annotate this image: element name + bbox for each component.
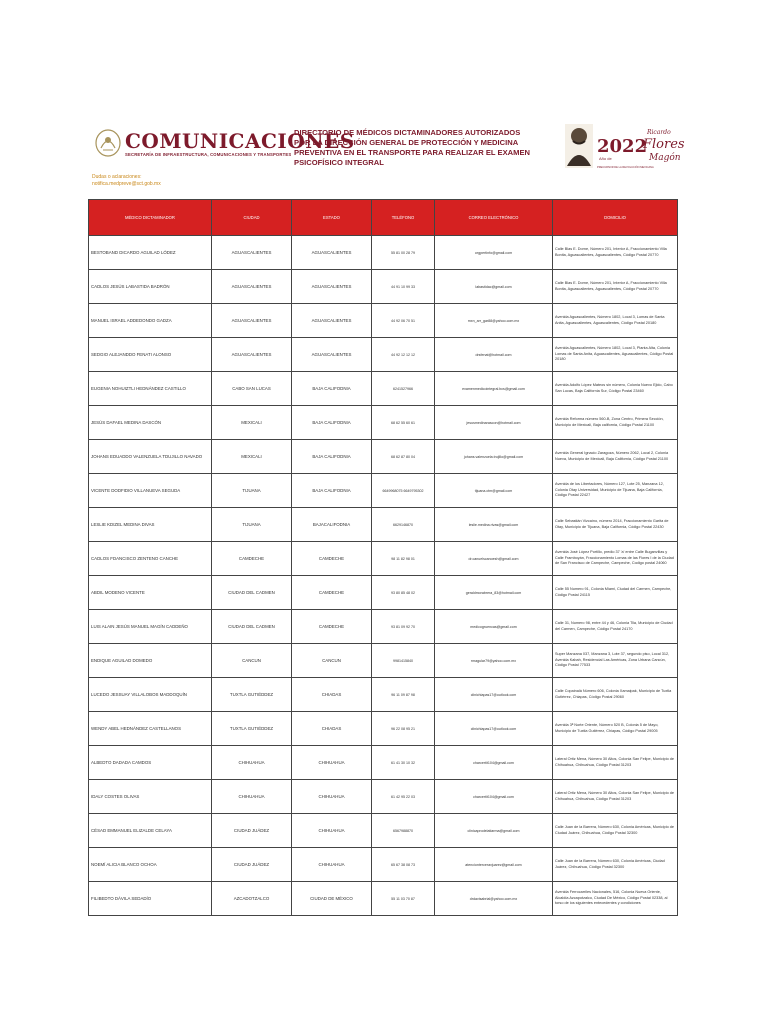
phone-cell: 65 67 38 08 73: [372, 848, 435, 882]
document-title: DIRECTORIO DE MÉDICOS DICTAMINADORES AUTORIZADOS POR LA DIRECCIÓN GENERAL DE PROTECCIÓN Y MEDICINA PREVENTIVA EN EL TRANSPORTE PARA REALIZAR EL EXAMEN PSICOFÍSICO INTEGRAL: [294, 128, 530, 167]
org-name: COMUNICACIONES: [125, 129, 355, 153]
table-row: [89, 746, 678, 780]
table-row: [89, 610, 678, 644]
city-cell: TUXTLA GUTIÉDDEZ: [212, 712, 292, 746]
government-seal-icon: [95, 128, 121, 158]
email-cell[interactable]: tijuana.ctm@gmail.com: [435, 474, 553, 508]
table-row: [89, 882, 678, 916]
column-header-doctor: MÉDICO DICTAMINADOR: [89, 200, 212, 236]
state-cell: CHIHUAHUA: [292, 746, 372, 780]
phone-cell: 68 62 87 80 04: [372, 440, 435, 474]
city-cell: TIJUANA: [212, 474, 292, 508]
contact-info: [92, 174, 161, 188]
doctor-name-cell: CADLOS JESÚS LABASTIDA BADRÓN: [89, 270, 212, 304]
contact-email[interactable]: notifica.medpreve@sct.gob.mx: [92, 181, 161, 187]
logo-name-1: Ricardo: [647, 129, 671, 136]
email-cell[interactable]: dr.canuelscanoesh@gmail.com: [435, 542, 553, 576]
email-cell[interactable]: jesusmedinarascon@hotmail.com: [435, 406, 553, 440]
state-cell: CAMDECHE: [292, 610, 372, 644]
city-cell: MEXICALI: [212, 406, 292, 440]
state-cell: BAJACALIFODNIA: [292, 508, 372, 542]
address-cell: Avenida José López Portillo, predio 37 'a' entre Calle Buganvilias y Calle Framboyán, Fraccionamiento Lomas de las Flores I de la Ciudad de San Francisco de Campeche, Campeche, Codigo postal 24060: [553, 542, 678, 576]
city-cell: CABO SAN LUCAS: [212, 372, 292, 406]
email-cell[interactable]: examenmedicointegral.bcs@gmail.com: [435, 372, 553, 406]
address-cell: Avenida Ferrocarriles Nacionales, 516, Colonia Nueva Oriente, Alcaldía Azcapotzalco, Ciudad De México, Código Postal 02338, al torso de los siguientes entecedentes y condiciones: [553, 882, 678, 916]
contact-label: Dudas o aclaraciones:: [92, 174, 142, 180]
column-header-email: CORREO ELECTRÓNICO: [435, 200, 553, 236]
state-cell: AGUASCALIENTES: [292, 338, 372, 372]
logo-name-3: Magón: [649, 153, 681, 163]
email-cell[interactable]: atencionterceraxjuarez@gmail.com: [435, 848, 553, 882]
state-cell: BAJA CALIFODNIA: [292, 474, 372, 508]
phone-cell: 44 92 06 70 51: [372, 304, 435, 338]
table-row: [89, 508, 678, 542]
city-cell: AGUASCALIENTES: [212, 270, 292, 304]
email-cell[interactable]: drsfenat@hotmail.com: [435, 338, 553, 372]
year-text: 2022: [597, 136, 648, 157]
table-row: [89, 372, 678, 406]
doctor-name-cell: ALBEDTO DADADA CAMDOS: [89, 746, 212, 780]
doctor-name-cell: BESTOBAND DICARDO AGUILAD LÓDEZ: [89, 236, 212, 270]
state-cell: BAJA CALIFODNIA: [292, 440, 372, 474]
email-cell[interactable]: clinichiapas17@outlook.com: [435, 712, 553, 746]
phone-cell: 6241527966: [372, 372, 435, 406]
table-header-row: [89, 200, 678, 236]
doctor-name-cell: LUCEDO JESSUAY VILLALOBOS MADDOQUÍN: [89, 678, 212, 712]
email-cell[interactable]: geraldmorabrera_83@hotmail.com: [435, 576, 553, 610]
phone-cell: 96 11 09 87 98: [372, 678, 435, 712]
column-header-address: DOMICILIO: [553, 200, 678, 236]
phone-cell: 61 41 30 10 32: [372, 746, 435, 780]
email-cell[interactable]: charcertit104@gmail.com: [435, 780, 553, 814]
address-cell: Lateral Ortiz Mena, Número 30 Altos, Colonia San Felipe, Municipio de Chihuahua, Chihuahua, Código Postal 31203: [553, 780, 678, 814]
state-cell: BAJA CALIFODNIA: [292, 406, 372, 440]
address-cell: Avenida General Ignacio Zaragoza, Número 2062, Local 2, Colonia Nueva, Municipio de Mexicali, Baja California, Código Postal 21100: [553, 440, 678, 474]
email-cell[interactable]: rmagular79@yahoo.com.mx: [435, 644, 553, 678]
phone-cell: 6567988870: [372, 814, 435, 848]
email-cell[interactable]: drdavisabrial@yahoo.com.mx: [435, 882, 553, 916]
address-cell: Calle Sebastián Vizcaíno, número 2014, Fraccionamiento Garita de Otay, Municipio de Tijuana, Baja California, Código Postal 22430: [553, 508, 678, 542]
doctor-name-cell: ABDIL MODENO VICENTE: [89, 576, 212, 610]
city-cell: AZCADOTZALCO: [212, 882, 292, 916]
doctor-name-cell: NOEMÍ ALICIA BLANCO OCHOA: [89, 848, 212, 882]
address-cell: Super Manzana 037, Manzana 3, Lote 37, segundo piso, Local 312, Avenida Kabah, Residencial Las Américas, Zona Urbana Cancún, Código Postal 77533: [553, 644, 678, 678]
address-cell: Avenida de los Libertadores, Número 127, Lote 25, Manzana 12, Colonia Otay Universidad, Municipio de Tijuana, Baja California, Código Postal 22427: [553, 474, 678, 508]
doctor-name-cell: CADLOS FDANCISCO ZENTENO CANCHE: [89, 542, 212, 576]
address-cell: Calle Blas E. Dorne, Número 201, Interior A, Fraccionamiento Villa Bonita, Aguascalientes, Aguascalientes, Código Postal 20770: [553, 236, 678, 270]
address-cell: Avenida Aguascalientes, Número 1802, Local 3, Planta Alta, Colonia Lomas de Santa Anita, Aguascalientes, Aguascalientes, Código Postal 20180: [553, 338, 678, 372]
phone-cell: 55 81 00 28 79: [372, 236, 435, 270]
state-cell: CHIADAS: [292, 678, 372, 712]
city-cell: CIUDAD JUÁDEZ: [212, 814, 292, 848]
doctor-name-cell: VICENTE DODFIDIO VILLANUEVA SEGUDA: [89, 474, 212, 508]
state-cell: AGUASCALIENTES: [292, 304, 372, 338]
state-cell: AGUASCALIENTES: [292, 236, 372, 270]
doctor-name-cell: SEDGIO ALEJANDDO FENATI ALONSO: [89, 338, 212, 372]
doctor-name-cell: EUGENIA NOHUIZTLI HEDNÁNDEZ CASTILLO: [89, 372, 212, 406]
table-row: [89, 712, 678, 746]
address-cell: Calle 31, Numero 98, entre 44 y 46, Colonia Tila, Municipio de Ciudad del Carmen, Campeche, Código Postal 24170: [553, 610, 678, 644]
city-cell: AGUASCALIENTES: [212, 338, 292, 372]
phone-cell: 6629146870: [372, 508, 435, 542]
email-cell[interactable]: labastidac@gmail.com: [435, 270, 553, 304]
table-row: [89, 542, 678, 576]
table-row: [89, 848, 678, 882]
city-cell: TIJUANA: [212, 508, 292, 542]
email-cell[interactable]: clinichiapas17@outlook.com: [435, 678, 553, 712]
email-cell[interactable]: charcertit104@gmail.com: [435, 746, 553, 780]
city-cell: MEXICALI: [212, 440, 292, 474]
email-cell[interactable]: mxn_arr_gar88@yahoo.com.mx: [435, 304, 553, 338]
column-header-city: CIUDAD: [212, 200, 292, 236]
email-cell[interactable]: clinicaprodelatiarma@gmail.com: [435, 814, 553, 848]
state-cell: CIUDAD DE MÉXICO: [292, 882, 372, 916]
address-cell: Calle 55 Numero 91, Colonia Miami, Ciudad del Carmen, Campeche, Código Postal 24115: [553, 576, 678, 610]
city-cell: CHIHUAHUA: [212, 746, 292, 780]
table-row: [89, 814, 678, 848]
doctor-name-cell: JOHANS EDUADDO VALENZUELA TDUJILLO NAVADO: [89, 440, 212, 474]
table-row: [89, 440, 678, 474]
org-subtitle: SECRETARÍA DE INFRAESTRUCTURA, COMUNICACIONES Y TRANSPORTES: [125, 152, 292, 157]
phone-cell: 44 91 10 99 33: [372, 270, 435, 304]
state-cell: AGUASCALIENTES: [292, 270, 372, 304]
state-cell: CAMDECHE: [292, 576, 372, 610]
table-row: [89, 780, 678, 814]
address-cell: Avenida Aguascalientes, Número 1802, Local 3, Lomas de Santa Anita, Aguascalientes, Aguascalientes, Código Postal 20180: [553, 304, 678, 338]
address-cell: Avenida Adolfo López Mateos sin número, Colonia Nuevo Ejido, Cabo San Lucas, Baja California Sur, Código Postal 23460: [553, 372, 678, 406]
city-cell: AGUASCALIENTES: [212, 304, 292, 338]
phone-cell: 61 42 95 22 03: [372, 780, 435, 814]
address-cell: Avenida Reforma número 560-B, Zona Centro, Primera Sección, Municipio de Mexicali, Baja california, Código Postal 21100: [553, 406, 678, 440]
table-row: [89, 474, 678, 508]
phone-cell: 55 11 03 70 87: [372, 882, 435, 916]
phone-cell: 93 80 85 48 02: [372, 576, 435, 610]
city-cell: CIUDAD DEL CADMEN: [212, 576, 292, 610]
doctor-name-cell: FILIBEDTO DÁVILA SEDADÍO: [89, 882, 212, 916]
city-cell: CIUDAD JUÁDEZ: [212, 848, 292, 882]
logo-caption: PRECURSOR DE LA REVOLUCIÓN MEXICANA: [597, 166, 654, 169]
table-row: [89, 338, 678, 372]
doctor-name-cell: IDALY COSTES OLIVAS: [89, 780, 212, 814]
table-row: [89, 406, 678, 440]
document-header: [95, 120, 685, 170]
phone-cell: 68 62 55 60 61: [372, 406, 435, 440]
year-caption: Año de: [599, 156, 612, 161]
phone-cell: 98 11 82 98 01: [372, 542, 435, 576]
city-cell: CIUDAD DEL CADMEN: [212, 610, 292, 644]
email-cell[interactable]: orgpertinfo@gmail.com: [435, 236, 553, 270]
table-row: [89, 576, 678, 610]
table-row: [89, 270, 678, 304]
logo-name-2: Flores: [643, 137, 685, 152]
table-row: [89, 678, 678, 712]
doctor-name-cell: MANUEL ISRAEL ADDEDONDO GADZA: [89, 304, 212, 338]
email-cell[interactable]: johans.valenzuela.trujillo@gmail.com: [435, 440, 553, 474]
column-header-state: ESTADO: [292, 200, 372, 236]
state-cell: CAMDECHE: [292, 542, 372, 576]
phone-cell: 9981415840: [372, 644, 435, 678]
city-cell: CANCUN: [212, 644, 292, 678]
address-cell: Calle Blas E. Dorne, Número 201, Interior A, Fraccionamiento Villa Bonita, Aguascalientes, Aguascalientes, Código Postal 20770: [553, 270, 678, 304]
doctor-name-cell: WENDY ABEL HEDNÁNDEZ CASTELLANOS: [89, 712, 212, 746]
doctor-name-cell: LUIS ALAIN JESÚS MANUEL MAGÍN CADDEÑO: [89, 610, 212, 644]
city-cell: TUXTLA GUTIÉDDEZ: [212, 678, 292, 712]
table-row: [89, 644, 678, 678]
table-body: [89, 236, 678, 916]
state-cell: CHIHUAHUA: [292, 780, 372, 814]
address-cell: Calle Juan de la Barrera, Número 630, Colonia Américas, Ciudad Juárez, Chihuahua, Código Postal 32300: [553, 848, 678, 882]
address-cell: Calle Copainalá Número 606, Colonia Xamaipak, Municipio de Tuxtla Gutiérrez, Chiapas, Código Postal 29060: [553, 678, 678, 712]
state-cell: CHIHUAHUA: [292, 848, 372, 882]
phone-cell: 93 81 09 92 70: [372, 610, 435, 644]
doctors-table: [88, 199, 678, 916]
table-row: [89, 304, 678, 338]
doctor-name-cell: CÉSAD EMMANUEL ELIZALDE CELAYA: [89, 814, 212, 848]
table-row: [89, 236, 678, 270]
doctor-name-cell: JESÚS DAFAEL MEDINA DASCÓN: [89, 406, 212, 440]
state-cell: CHIHUAHUA: [292, 814, 372, 848]
doctor-name-cell: LESLIE KDIZEL MEDINA DIVAS: [89, 508, 212, 542]
phone-cell: 96 22 08 95 21: [372, 712, 435, 746]
state-cell: CHIADAS: [292, 712, 372, 746]
doctor-name-cell: ENDIQUE AGUILAD DOMEDO: [89, 644, 212, 678]
phone-cell: 6649968075 6649795302: [372, 474, 435, 508]
city-cell: AGUASCALIENTES: [212, 236, 292, 270]
city-cell: CHIHUAHUA: [212, 780, 292, 814]
state-cell: BAJA CALIFODNIA: [292, 372, 372, 406]
column-header-phone: TELÉFONO: [372, 200, 435, 236]
email-cell[interactable]: medicogruencas@gmail.com: [435, 610, 553, 644]
year-logo-icon: [563, 120, 685, 172]
address-cell: Avenida 3ª Norte Oriente, Número 520 B, Colonia 5 de Mayo, Municipio de Tuxtla Gutiérrez, Chiapas, Código Postal 29005: [553, 712, 678, 746]
email-cell[interactable]: leslie.medina.rivas@gmail.com: [435, 508, 553, 542]
city-cell: CAMDECHE: [212, 542, 292, 576]
state-cell: CANCUN: [292, 644, 372, 678]
phone-cell: 44 92 12 12 12: [372, 338, 435, 372]
address-cell: Lateral Ortiz Mena, Número 30 Altos, Colonia San Felipe, Municipio de Chihuahua, Chihuahua, Código Postal 31203: [553, 746, 678, 780]
address-cell: Calle Juan de la Barrera, Número 630, Colonia Américas, Municipio de Ciudad Juárez, Chihuahua, Código Postal 32300: [553, 814, 678, 848]
